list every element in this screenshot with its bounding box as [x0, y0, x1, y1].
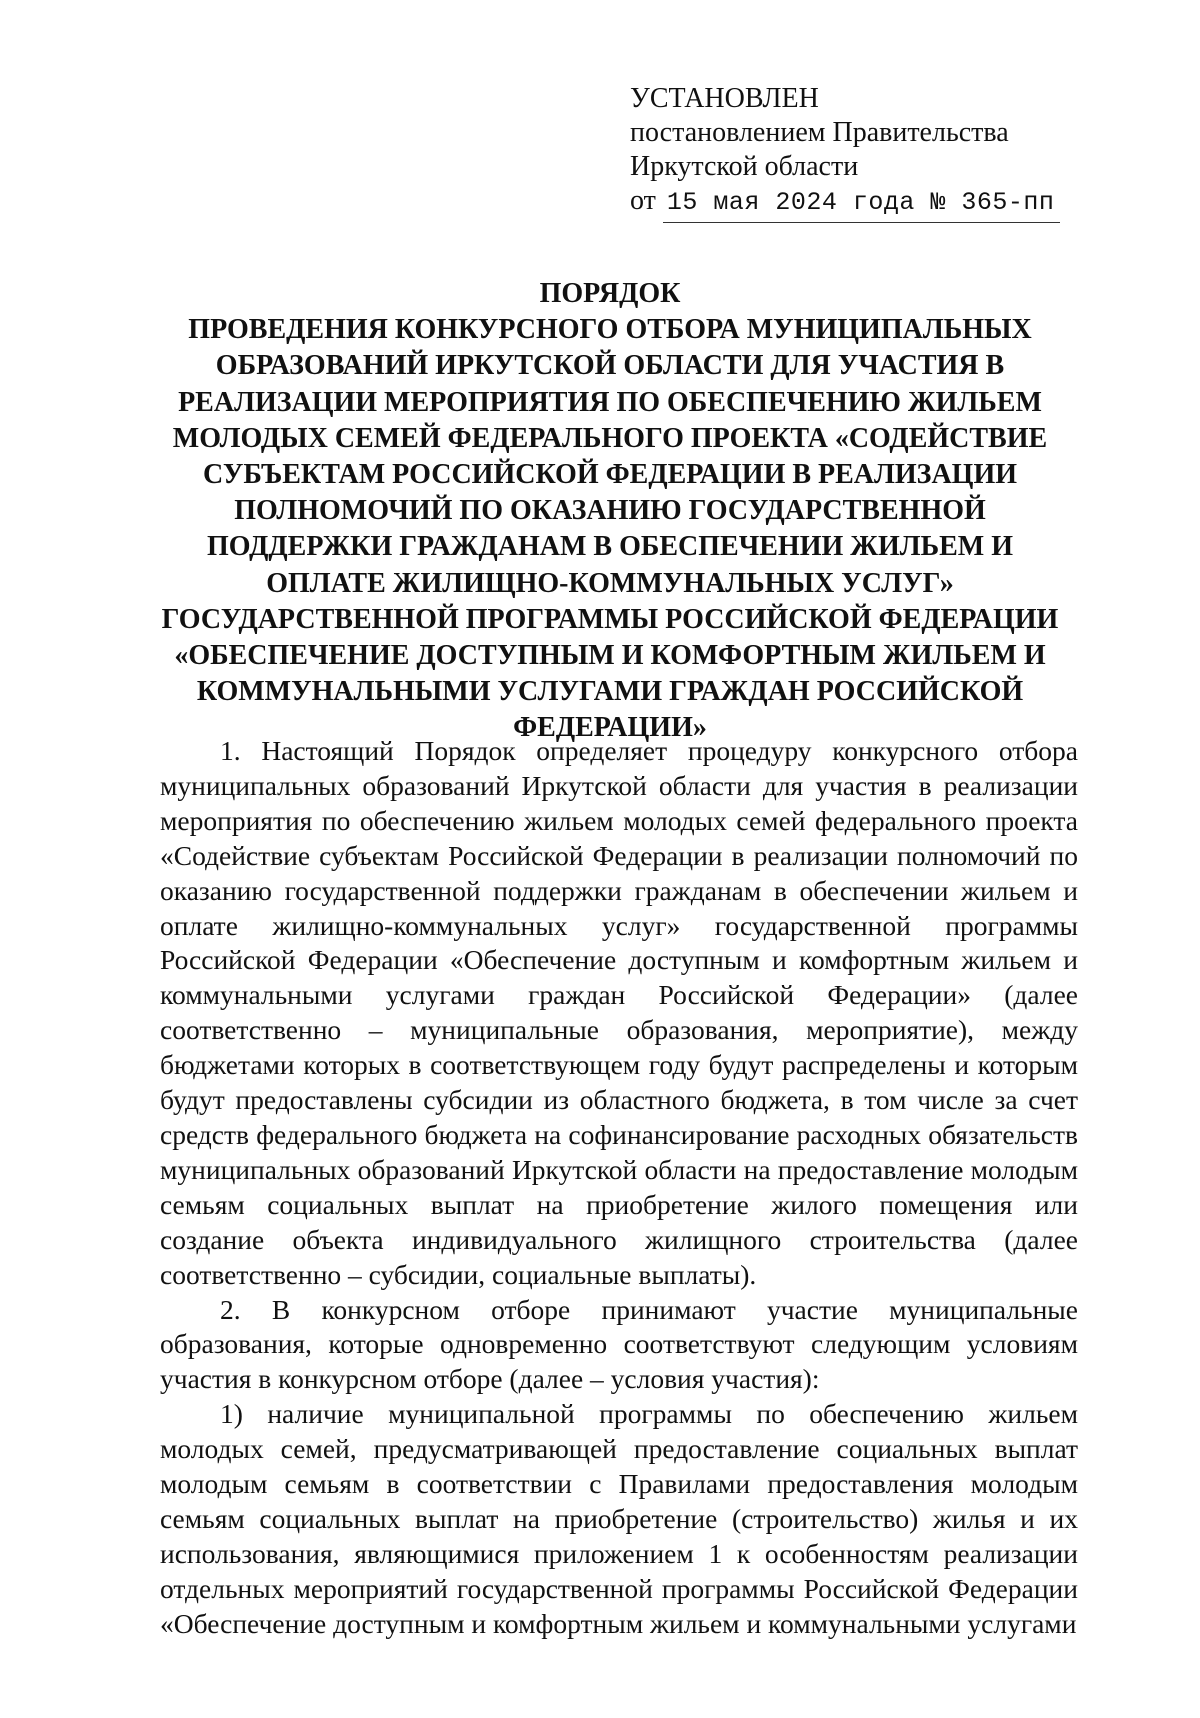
approval-established: УСТАНОВЛЕН	[630, 83, 819, 114]
title-line: ОБРАЗОВАНИЙ ИРКУТСКОЙ ОБЛАСТИ ДЛЯ УЧАСТИЯ В	[215, 350, 1005, 382]
approval-region: Иркутской области	[630, 151, 859, 182]
paragraph-1: 1. Настоящий Порядок определяет процедуру конкурсного отбора муниципальных образований Иркутской области для участия в реализации мероприятия по обеспечению жильем молодых семей федерального проекта «Содействие субъектам Российской Федерации в реализации полномочий по оказанию государственной поддержки гражданам в обеспечении жильем и оплате жилищно-коммунальных услуг» государственной программы Российской Федерации «Обеспечение доступным и комфортным жильем и коммунальными услугами граждан Российской Федерации» (далее соответственно – муниципальные образования, мероприятие), между бюджетами которых в соответствующем году будут распределены и которым будут предоставлены субсидии из областного бюджета, в том числе за счет средств федерального бюджета на софинансирование расходных обязательств муниципальных образований Иркутской области на предоставление молодым семьям социальных выплат на приобретение жилого помещения или создание объекта индивидуального жилищного строительства (далее соответственно – субсидии, социальные выплаты).	[160, 735, 1078, 1290]
title-line: ОПЛАТЕ ЖИЛИЩНО-КОММУНАЛЬНЫХ УСЛУГ»	[266, 567, 954, 599]
title-line: РЕАЛИЗАЦИИ МЕРОПРИЯТИЯ ПО ОБЕСПЕЧЕНИЮ ЖИЛЬЕМ	[178, 386, 1042, 418]
title-line: СУБЪЕКТАМ РОССИЙСКОЙ ФЕДЕРАЦИИ В РЕАЛИЗАЦИИ	[202, 459, 1018, 491]
title-line: ПОДДЕРЖКИ ГРАЖДАНАМ В ОБЕСПЕЧЕНИИ ЖИЛЬЕМ И	[206, 531, 1013, 563]
title-line: ПРОВЕДЕНИЯ КОНКУРСНОГО ОТБОРА МУНИЦИПАЛЬНЫХ	[188, 314, 1032, 346]
approval-by-decree: постановлением Правительства	[630, 117, 1009, 148]
approval-stamp	[630, 82, 1070, 223]
paragraph-2: 2. В конкурсном отборе принимают участие муниципальные образования, которые одновременно соответствуют следующим условиям участия в конкурсном отборе (далее – условия участия):	[160, 1293, 1078, 1395]
approval-date-line	[630, 184, 1070, 223]
approval-date-prefix: от	[630, 185, 656, 216]
title-line: ПОРЯДОК	[539, 278, 681, 309]
document-title	[150, 276, 1070, 747]
title-line: ГОСУДАРСТВЕННОЙ ПРОГРАММЫ РОССИЙСКОЙ ФЕДЕРАЦИИ	[161, 603, 1059, 635]
title-line: КОММУНАЛЬНЫМИ УСЛУГАМИ ГРАЖДАН РОССИЙСКОЙ	[196, 676, 1024, 708]
title-line: ПОЛНОМОЧИЙ ПО ОКАЗАНИЮ ГОСУДАРСТВЕННОЙ	[234, 495, 986, 527]
title-line: «ОБЕСПЕЧЕНИЕ ДОСТУПНЫМ И КОМФОРТНЫМ ЖИЛЬЕМ И	[174, 640, 1046, 672]
document-body	[160, 734, 1078, 1642]
title-line: МОЛОДЫХ СЕМЕЙ ФЕДЕРАЛЬНОГО ПРОЕКТА «СОДЕЙСТВИЕ	[172, 422, 1048, 454]
paragraph-2-item-1: 1) наличие муниципальной программы по обеспечению жильем молодых семей, предусматривающей предоставление социальных выплат молодым семьям в соответствии с Правилами предоставления молодым семьям социальных выплат на приобретение (строительство) жилья и их использования, являющимися приложением 1 к особенностям реализации отдельных мероприятий государственной программы Российской Федерации «Обеспечение доступным и комфортным жильем и коммунальными услугами	[160, 1398, 1078, 1639]
approval-date-number: 15 мая 2024 года № 365-пп	[663, 186, 1061, 223]
title-line: ФЕДЕРАЦИИ»	[513, 712, 707, 744]
